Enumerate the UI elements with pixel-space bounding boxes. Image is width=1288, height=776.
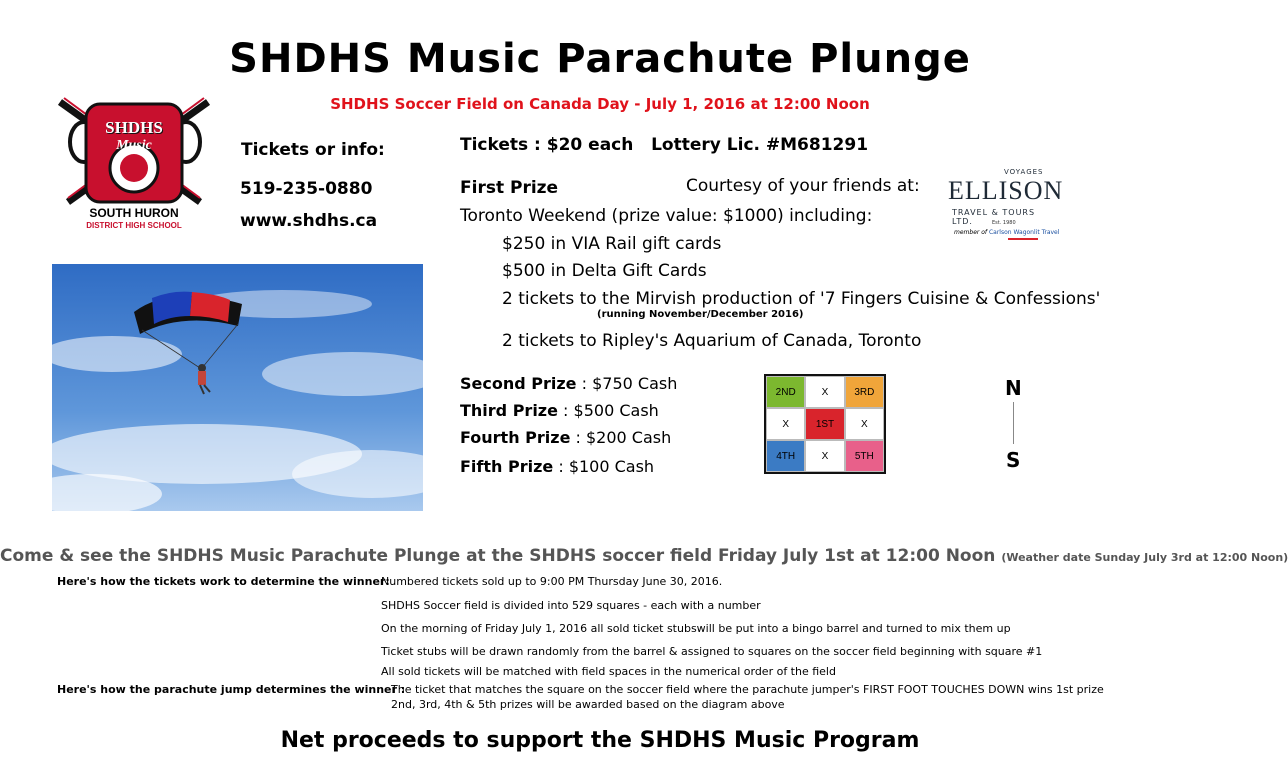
net-proceeds: Net proceeds to support the SHDHS Music Program	[280, 728, 920, 753]
sponsor-tagline: TRAVEL & TOURS LTD.	[952, 208, 1036, 226]
prize-label: Fifth Prize	[460, 457, 554, 476]
diagram-cell: X	[805, 376, 844, 408]
fifth-prize	[460, 457, 654, 476]
prize-value: : $100 Cash	[553, 457, 655, 476]
sponsor-logo	[940, 168, 1064, 246]
how-tickets-line: On the morning of Friday July 1, 2016 all sold ticket stubswill be put into a bingo barrel and turned to mix them up	[381, 622, 1011, 635]
how-tickets-line: All sold tickets will be matched with field spaces in the numerical order of the field	[381, 665, 836, 678]
sponsor-est: Est. 1980	[992, 220, 1016, 226]
phone-number: 519-235-0880	[240, 179, 373, 199]
first-prize-item: $250 in VIA Rail gift cards	[502, 234, 722, 254]
logo-text-music: Music	[116, 138, 152, 153]
how-tickets-label: Here's how the tickets work to determine the winner:	[57, 575, 390, 588]
parachute-image	[52, 264, 423, 511]
event-announcement-main: Come & see the SHDHS Music Parachute Plunge at the SHDHS soccer field Friday July 1st at 12:00 Noon	[0, 546, 996, 566]
logo-text-shdhs: SHDHS	[105, 118, 163, 137]
first-prize-item: 2 tickets to the Mirvish production of '7 Fingers Cuisine & Confessions'	[502, 289, 1101, 309]
how-tickets-line: SHDHS Soccer field is divided into 529 squares - each with a number	[381, 599, 761, 612]
prize-label: Second Prize	[460, 374, 577, 393]
first-prize-item-note: (running November/December 2016)	[597, 309, 804, 320]
first-prize-summary: Toronto Weekend (prize value: $1000) including:	[460, 206, 873, 226]
event-announcement	[0, 546, 1288, 566]
weather-date: (Weather date Sunday July 3rd at 12:00 Noon)	[1001, 551, 1288, 564]
logo-school-name: SOUTH HURON	[89, 206, 179, 220]
courtesy-text: Courtesy of your friends at:	[686, 176, 920, 196]
sponsor-name: ELLISON	[948, 176, 1064, 205]
first-prize-item: 2 tickets to Ripley's Aquarium of Canada, Toronto	[502, 331, 922, 351]
first-prize-label: First Prize	[460, 178, 559, 198]
diagram-cell: 2ND	[766, 376, 805, 408]
how-tickets-line: Ticket stubs will be drawn randomly from the barrel & assigned to squares on the soccer field beginning with square #1	[381, 645, 1043, 658]
prize-value: : $500 Cash	[557, 401, 659, 420]
prize-label: Fourth Prize	[460, 428, 571, 447]
prize-value: : $200 Cash	[570, 428, 672, 447]
third-prize	[460, 401, 659, 420]
parachute-photo	[52, 264, 423, 511]
sponsor-member-brand: Carlson Wagonlit Travel	[988, 229, 1060, 236]
diagram-cell: X	[805, 440, 844, 472]
diagram-cell: 3RD	[845, 376, 884, 408]
prize-value: : $750 Cash	[576, 374, 678, 393]
school-logo	[50, 82, 218, 232]
page-title: SHDHS Music Parachute Plunge	[229, 36, 971, 82]
website-link[interactable]: www.shdhs.ca	[240, 211, 378, 231]
tickets-info-label: Tickets or info:	[241, 140, 385, 160]
how-jump-line: 2nd, 3rd, 4th & 5th prizes will be awarded based on the diagram above	[391, 698, 785, 711]
sponsor-member-label: member of	[954, 229, 988, 236]
prize-diagram	[764, 374, 886, 474]
sponsor-voyages: VOYAGES	[1004, 168, 1044, 176]
sponsor-underline	[1008, 238, 1038, 240]
how-tickets-line: Numbered tickets sold up to 9:00 PM Thursday June 30, 2016.	[381, 575, 723, 588]
first-prize-item: $500 in Delta Gift Cards	[502, 261, 707, 281]
diagram-cell: 1ST	[805, 408, 844, 440]
compass-line	[1013, 402, 1014, 444]
how-jump-line: The ticket that matches the square on the soccer field where the parachute jumper's FIRST FOOT TOUCHES DOWN wins 1st prize	[391, 683, 1104, 696]
event-subtitle: SHDHS Soccer Field on Canada Day - July 1, 2016 at 12:00 Noon	[330, 95, 870, 113]
compass-north: N	[1005, 376, 1022, 400]
how-jump-label: Here's how the parachute jump determines the winner :	[57, 683, 406, 696]
prize-label: Third Prize	[460, 401, 558, 420]
logo-school-subname: DISTRICT HIGH SCHOOL	[86, 221, 182, 230]
compass-south: S	[1006, 448, 1021, 472]
diagram-cell: 4TH	[766, 440, 805, 472]
second-prize	[460, 374, 677, 393]
sponsor-member	[954, 229, 1059, 236]
diagram-cell: X	[766, 408, 805, 440]
tickets-price-license: Tickets : $20 each Lottery Lic. #M681291	[460, 135, 869, 155]
diagram-cell: X	[845, 408, 884, 440]
diagram-cell: 5TH	[845, 440, 884, 472]
fourth-prize	[460, 428, 671, 447]
